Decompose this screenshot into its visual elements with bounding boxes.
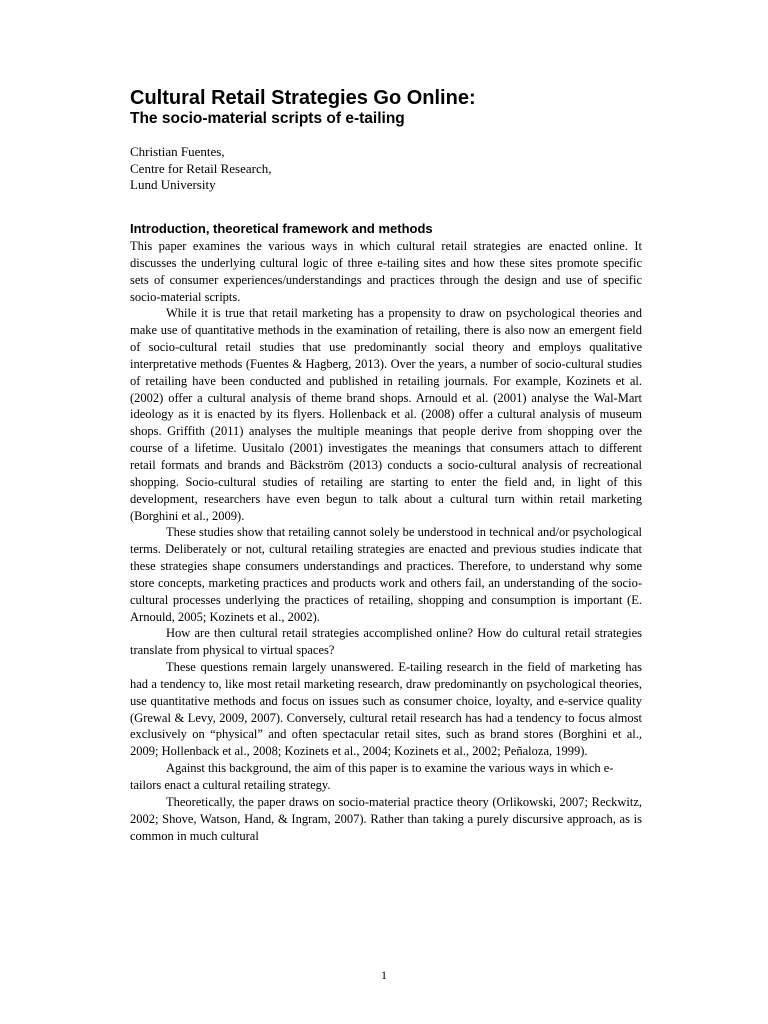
paragraph: Against this background, the aim of this paper is to examine the various ways in which e-tailors enact a cultural retailing strategy. [130,761,614,792]
author-affiliation: Centre for Retail Research, [130,160,272,176]
paragraph: These studies show that retailing cannot solely be understood in technical and/or psychological terms. Deliberately or not, cultural retailing strategies are enacted and previous studies indicate that these strategies shape consumers understandings and practices. Therefore, to understand why some store concepts, marketing practices and products work and others fail, an understanding of the socio-cultural processes underlying the practices of retailing, shopping and consumption is important (E. Arnould, 2005; Kozinets et al., 2002). [130,525,642,624]
page-number: 1 [381,968,387,982]
paragraph: How are then cultural retail strategies accomplished online? How do cultural retail strategies translate from physical to virtual spaces? [130,626,642,658]
author-university: Lund University [130,177,216,193]
paragraph: These questions remain largely unanswered. E-tailing research in the field of marketing has had a tendency to, like most retail marketing research, draw predominantly on psychological theories, use quantitative methods and focus on issues such as consumer choice, loyalty, and e-service quality (Grewal & Levy, 2009, 2007). Conversely, cultural retail research has had a tendency to focus almost exclusively on “physical” and often spectacular retail sites, such as brand stores (Borghini et al., 2009; Hollenback et al., 2008; Kozinets et al., 2004; Kozinets et al., 2002; Peñaloza, 1999). [130,660,642,759]
author-name: Christian Fuentes, [130,144,225,159]
body-text [130,238,642,844]
paragraph: This paper examines the various ways in which cultural retail strategies are enacted online. It discusses the underlying cultural logic of three e-tailing sites and how these sites promote specific sets of consumer experiences/understandings and practices through the design and use of specific socio-material scripts. [130,239,642,304]
paper-title: Cultural Retail Strategies Go Online: [130,87,476,109]
paragraph: While it is true that retail marketing has a propensity to draw on psychological theories and make use of quantitative methods in the examination of retailing, there is also now an emergent field of socio-cultural retail studies that use predominantly social theory and employs qualitative interpretative methods (Fuentes & Hagberg, 2013). Over the years, a number of socio-cultural studies of retailing have been conducted and published in retailing journals. For example, Kozinets et al. (2002) offer a cultural analysis of theme brand shops. Arnould et al. (2001) analyse the Wal-Mart ideology as it is enacted by its flyers. Hollenback et al. (2008) offer a cultural analysis of museum shops. Griffith (2011) analyses the multiple meanings that people derive from shopping over the course of a lifetime. Uusitalo (2001) investigates the meanings that consumers attach to different retail formats and brands and Bäckström (2013) conducts a socio-cultural analysis of recreational shopping. Socio-cultural studies of retailing are starting to enter the field and, in light of this development, researchers have even begun to talk about a cultural turn within retail marketing (Borghini et al., 2009). [130,306,642,523]
author-block [130,144,272,194]
paragraph: Theoretically, the paper draws on socio-material practice theory (Orlikowski, 2007; Reckwitz, 2002; Shove, Watson, Hand, & Ingram, 2007). Rather than taking a purely discursive approach, as is common in much cultural [130,794,642,843]
paper-subtitle: The socio-material scripts of e-tailing [130,110,405,127]
section-heading: Introduction, theoretical framework and methods [130,221,433,236]
